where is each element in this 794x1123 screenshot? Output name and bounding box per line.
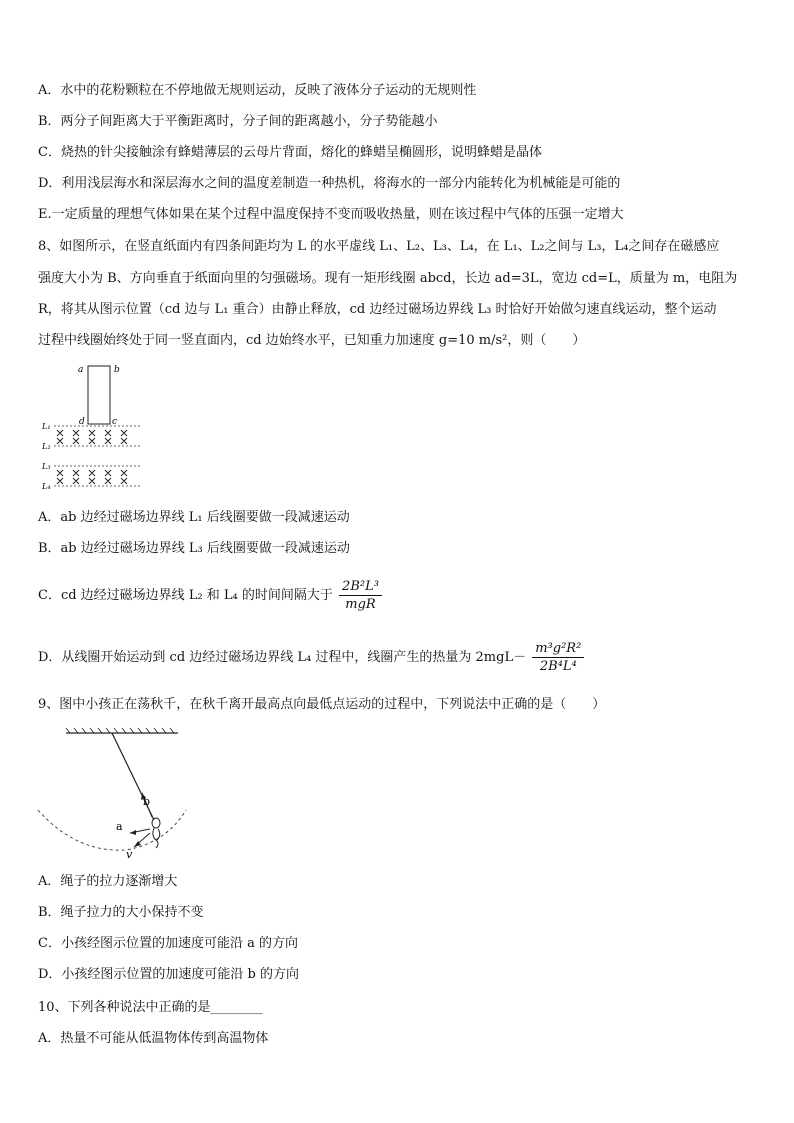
label-L2: L₂: [42, 442, 51, 451]
label-c: c: [112, 417, 118, 427]
q8-stem-line-4: 过程中线圈始终处于同一竖直面内，cd 边始终水平，已知重力加速度 g=10 m/s²，则（ ）: [38, 333, 586, 348]
label-b: b: [114, 365, 120, 375]
q8-stem-line-3: R，将其从图示位置（cd 边与 L₁ 重合）由静止释放，cd 边经过磁场边界线 L₃ 时恰好开始做匀速直线运动，整个运动: [38, 302, 717, 317]
q8-option-b: B．ab 边经过磁场边界线 L₃ 后线圈要做一段减速运动: [38, 541, 350, 556]
q8-option-d-fraction: [532, 640, 584, 675]
q8-option-d: [38, 638, 586, 678]
coil-rectangle: [88, 366, 110, 424]
q8-option-a: A．ab 边经过磁场边界线 L₁ 后线圈要做一段减速运动: [38, 510, 350, 525]
child-figure: [152, 818, 160, 848]
label-d: d: [79, 417, 85, 427]
q9-option-b: B．绳子拉力的大小保持不变: [38, 905, 204, 920]
q7-option-d: D．利用浅层海水和深层海水之间的温度差制造一种热机，将海水的一部分内能转化为机械能是可能的: [38, 176, 621, 191]
q9-stem: 9、图中小孩正在荡秋千，在秋千离开最高点向最低点运动的过程中，下列说法中正确的是（ ）: [38, 697, 606, 712]
q10-stem: 10、下列各种说法中正确的是________: [38, 1000, 263, 1015]
q8-stem-line-2: 强度大小为 B、方向垂直于纸面向里的匀强磁场。现有一矩形线圈 abcd，长边 ad=3L，宽边 cd=L，质量为 m，电阻为: [38, 271, 738, 286]
q9-option-d: D．小孩经图示位置的加速度可能沿 b 的方向: [38, 967, 300, 982]
q10-option-a: A．热量不可能从低温物体传到高温物体: [38, 1031, 269, 1046]
label-v: v: [126, 848, 133, 861]
swing-arc: [38, 810, 186, 850]
q8-stem-line-1: 8、如图所示，在竖直纸面内有四条间距均为 L 的水平虚线 L₁、L₂、L₃、L₄，在 L₁、L₂之间与 L₃，L₄之间存在磁感应: [38, 239, 720, 254]
q7-option-c: C．烧热的针尖接触涂有蜂蜡薄层的云母片背面，熔化的蜂蜡呈椭圆形，说明蜂蜡是晶体: [38, 145, 542, 160]
q7-option-e: E.一定质量的理想气体如果在某个过程中温度保持不变而吸收热量，则在该过程中气体的压强一定增大: [38, 207, 624, 222]
q9-option-c: C．小孩经图示位置的加速度可能沿 a 的方向: [38, 936, 298, 951]
label-a: a: [116, 820, 123, 833]
q9-swing-figure: [36, 725, 196, 865]
label-b: b: [143, 795, 151, 808]
q7-option-b: B．两分子间距离大于平衡距离时，分子间的距离越小，分子势能越小: [38, 114, 438, 129]
q9-option-a: A．绳子的拉力逐渐增大: [38, 874, 178, 889]
q8-option-c-numerator: 2B²L³: [339, 578, 382, 596]
ceiling-hatching: [66, 728, 174, 733]
q8-option-c-text: C．cd 边经过磁场边界线 L₂ 和 L₄ 的时间间隔大于: [38, 588, 333, 603]
q8-option-d-text: D．从线圈开始运动到 cd 边经过磁场边界线 L₄ 过程中，线圈产生的热量为 2mgL－: [38, 650, 527, 665]
q8-option-c: [38, 576, 384, 616]
label-L4: L₄: [42, 482, 51, 491]
q8-option-d-numerator: m³g²R²: [532, 640, 584, 658]
q8-option-c-denominator: mgR: [345, 597, 376, 612]
label-a: a: [78, 365, 84, 375]
q8-option-c-fraction: [339, 578, 382, 613]
field-crosses: [57, 430, 127, 484]
q7-option-a: A．水中的花粉颗粒在不停地做无规则运动，反映了液体分子运动的无规则性: [38, 83, 477, 98]
label-L3: L₃: [42, 462, 51, 471]
label-L1: L₁: [42, 422, 51, 431]
q8-option-d-denominator: 2B⁴L⁴: [539, 659, 577, 674]
q8-coil-figure: [40, 360, 150, 495]
